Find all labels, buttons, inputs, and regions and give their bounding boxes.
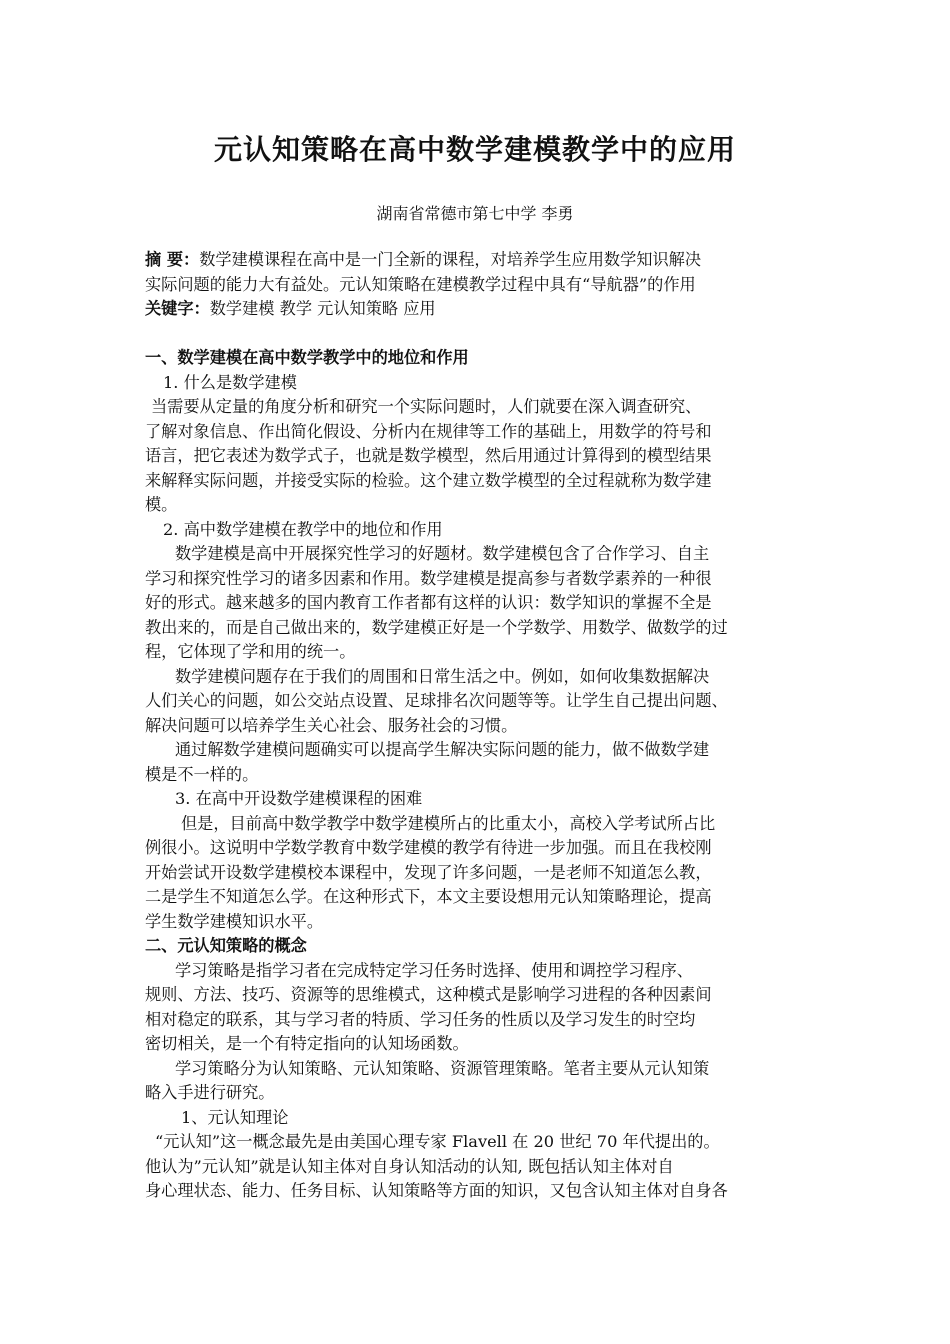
document-title: 元认知策略在高中数学建模教学中的应用 bbox=[213, 133, 736, 166]
abstract-label: 摘 要： bbox=[145, 250, 200, 269]
paragraph-line: 当需要从定量的角度分析和研究一个实际问题时，人们就要在深入调查研究、 bbox=[151, 397, 702, 416]
abstract-line-1 bbox=[145, 248, 810, 273]
subsection-1-2-heading: 2. 高中数学建模在教学中的地位和作用 bbox=[163, 519, 443, 539]
section-1-heading: 一、数学建模在高中数学教学中的地位和作用 bbox=[145, 348, 469, 367]
paragraph-line: 语言，把它表述为数学式子，也就是数学模型，然后用通过计算得到的模型结果 bbox=[145, 446, 712, 465]
paragraph-line: 他认为”元认知”就是认知主体对自身认知活动的认知, 既包括认知主体对自 bbox=[145, 1156, 674, 1176]
paragraph-line: 略入手进行研究。 bbox=[145, 1083, 275, 1102]
paragraph-line: 学习策略是指学习者在完成特定学习任务时选择、使用和调控学习程序、 bbox=[175, 960, 693, 980]
paragraph-line: 来解释实际问题，并接受实际的检验。这个建立数学模型的全过程就称为数学建 bbox=[145, 470, 712, 490]
paragraph-line: 数学建模是高中开展探究性学习的好题材。数学建模包含了合作学习、自主 bbox=[175, 544, 710, 563]
paragraph-line: 规则、方法、技巧、资源等的思维模式，这种模式是影响学习进程的各种因素间 bbox=[145, 985, 712, 1004]
paragraph-line: 例很小。这说明中学数学教育中数学建模的教学有待进一步加强。而且在我校刚 bbox=[145, 838, 712, 857]
keywords-line bbox=[145, 297, 810, 322]
abstract-line-2: 实际问题的能力大有益处。元认知策略在建模教学过程中具有“导航器”的作用 bbox=[145, 274, 696, 294]
paragraph-line: 学生数学建模知识水平。 bbox=[145, 911, 324, 931]
blank-line bbox=[145, 322, 810, 347]
keywords-text: 数学建模 教学 元认知策略 应用 bbox=[209, 299, 436, 318]
paragraph-line: “元认知”这一概念最先是由美国心理专家 Flavell 在 20 世纪 70 年代提出的。 bbox=[155, 1132, 720, 1151]
paragraph-line: 好的形式。越来越多的国内教育工作者都有这样的认识：数学知识的掌握不全是 bbox=[145, 593, 712, 612]
paragraph-line: 二是学生不知道怎么学。在这种形式下，本文主要设想用元认知策略理论，提高 bbox=[145, 887, 712, 906]
paragraph-line: 模是不一样的。 bbox=[145, 764, 259, 784]
paragraph-line: 但是，目前高中数学教学中数学建模所占的比重太小，高校入学考试所占比 bbox=[181, 813, 716, 833]
abstract-text: 数学建模课程在高中是一门全新的课程，对培养学生应用数学知识解决 bbox=[199, 250, 702, 269]
paragraph-line: 模。 bbox=[145, 495, 178, 514]
document-body bbox=[145, 248, 810, 1204]
subsection-1-3-heading: 3. 在高中开设数学建模课程的困难 bbox=[175, 789, 423, 808]
author-line: 湖南省常德市第七中学 李勇 bbox=[376, 204, 574, 223]
subsection-1-1-heading: 1. 什么是数学建模 bbox=[163, 372, 297, 392]
paragraph-line: 了解对象信息、作出简化假设、分析内在规律等工作的基础上，用数学的符号和 bbox=[145, 421, 712, 441]
paragraph-line: 身心理状态、能力、任务目标、认知策略等方面的知识，又包含认知主体对自身各 bbox=[145, 1181, 728, 1200]
paragraph-line: 密切相关，是一个有特定指向的认知场函数。 bbox=[145, 1034, 469, 1053]
paragraph-line: 数学建模问题存在于我们的周围和日常生活之中。例如，如何收集数据解决 bbox=[175, 666, 710, 686]
paragraph-line: 学习策略分为认知策略、元认知策略、资源管理策略。笔者主要从元认知策 bbox=[175, 1058, 710, 1078]
paragraph-line: 通过解数学建模问题确实可以提高学生解决实际问题的能力，做不做数学建 bbox=[175, 740, 710, 759]
paragraph-line: 相对稳定的联系，其与学习者的特质、学习任务的性质以及学习发生的时空均 bbox=[145, 1009, 696, 1029]
section-2-heading: 二、元认知策略的概念 bbox=[145, 936, 307, 955]
paragraph-line: 人们关心的问题，如公交站点设置、足球排名次问题等等。让学生自己提出问题、 bbox=[145, 691, 728, 710]
paragraph-line: 教出来的，而是自己做出来的，数学建模正好是一个学数学、用数学、做数学的过 bbox=[145, 617, 728, 637]
paragraph-line: 解决问题可以培养学生关心社会、服务社会的习惯。 bbox=[145, 715, 518, 735]
paragraph-line: 开始尝试开设数学建模校本课程中，发现了许多问题，一是老师不知道怎么教， bbox=[145, 862, 712, 882]
keywords-label: 关键字： bbox=[145, 299, 210, 318]
subsection-2-1-heading: 1、元认知理论 bbox=[181, 1107, 289, 1127]
paragraph-line: 学习和探究性学习的诸多因素和作用。数学建模是提高参与者数学素养的一种很 bbox=[145, 568, 712, 588]
paragraph-line: 程，它体现了学和用的统一。 bbox=[145, 642, 356, 661]
